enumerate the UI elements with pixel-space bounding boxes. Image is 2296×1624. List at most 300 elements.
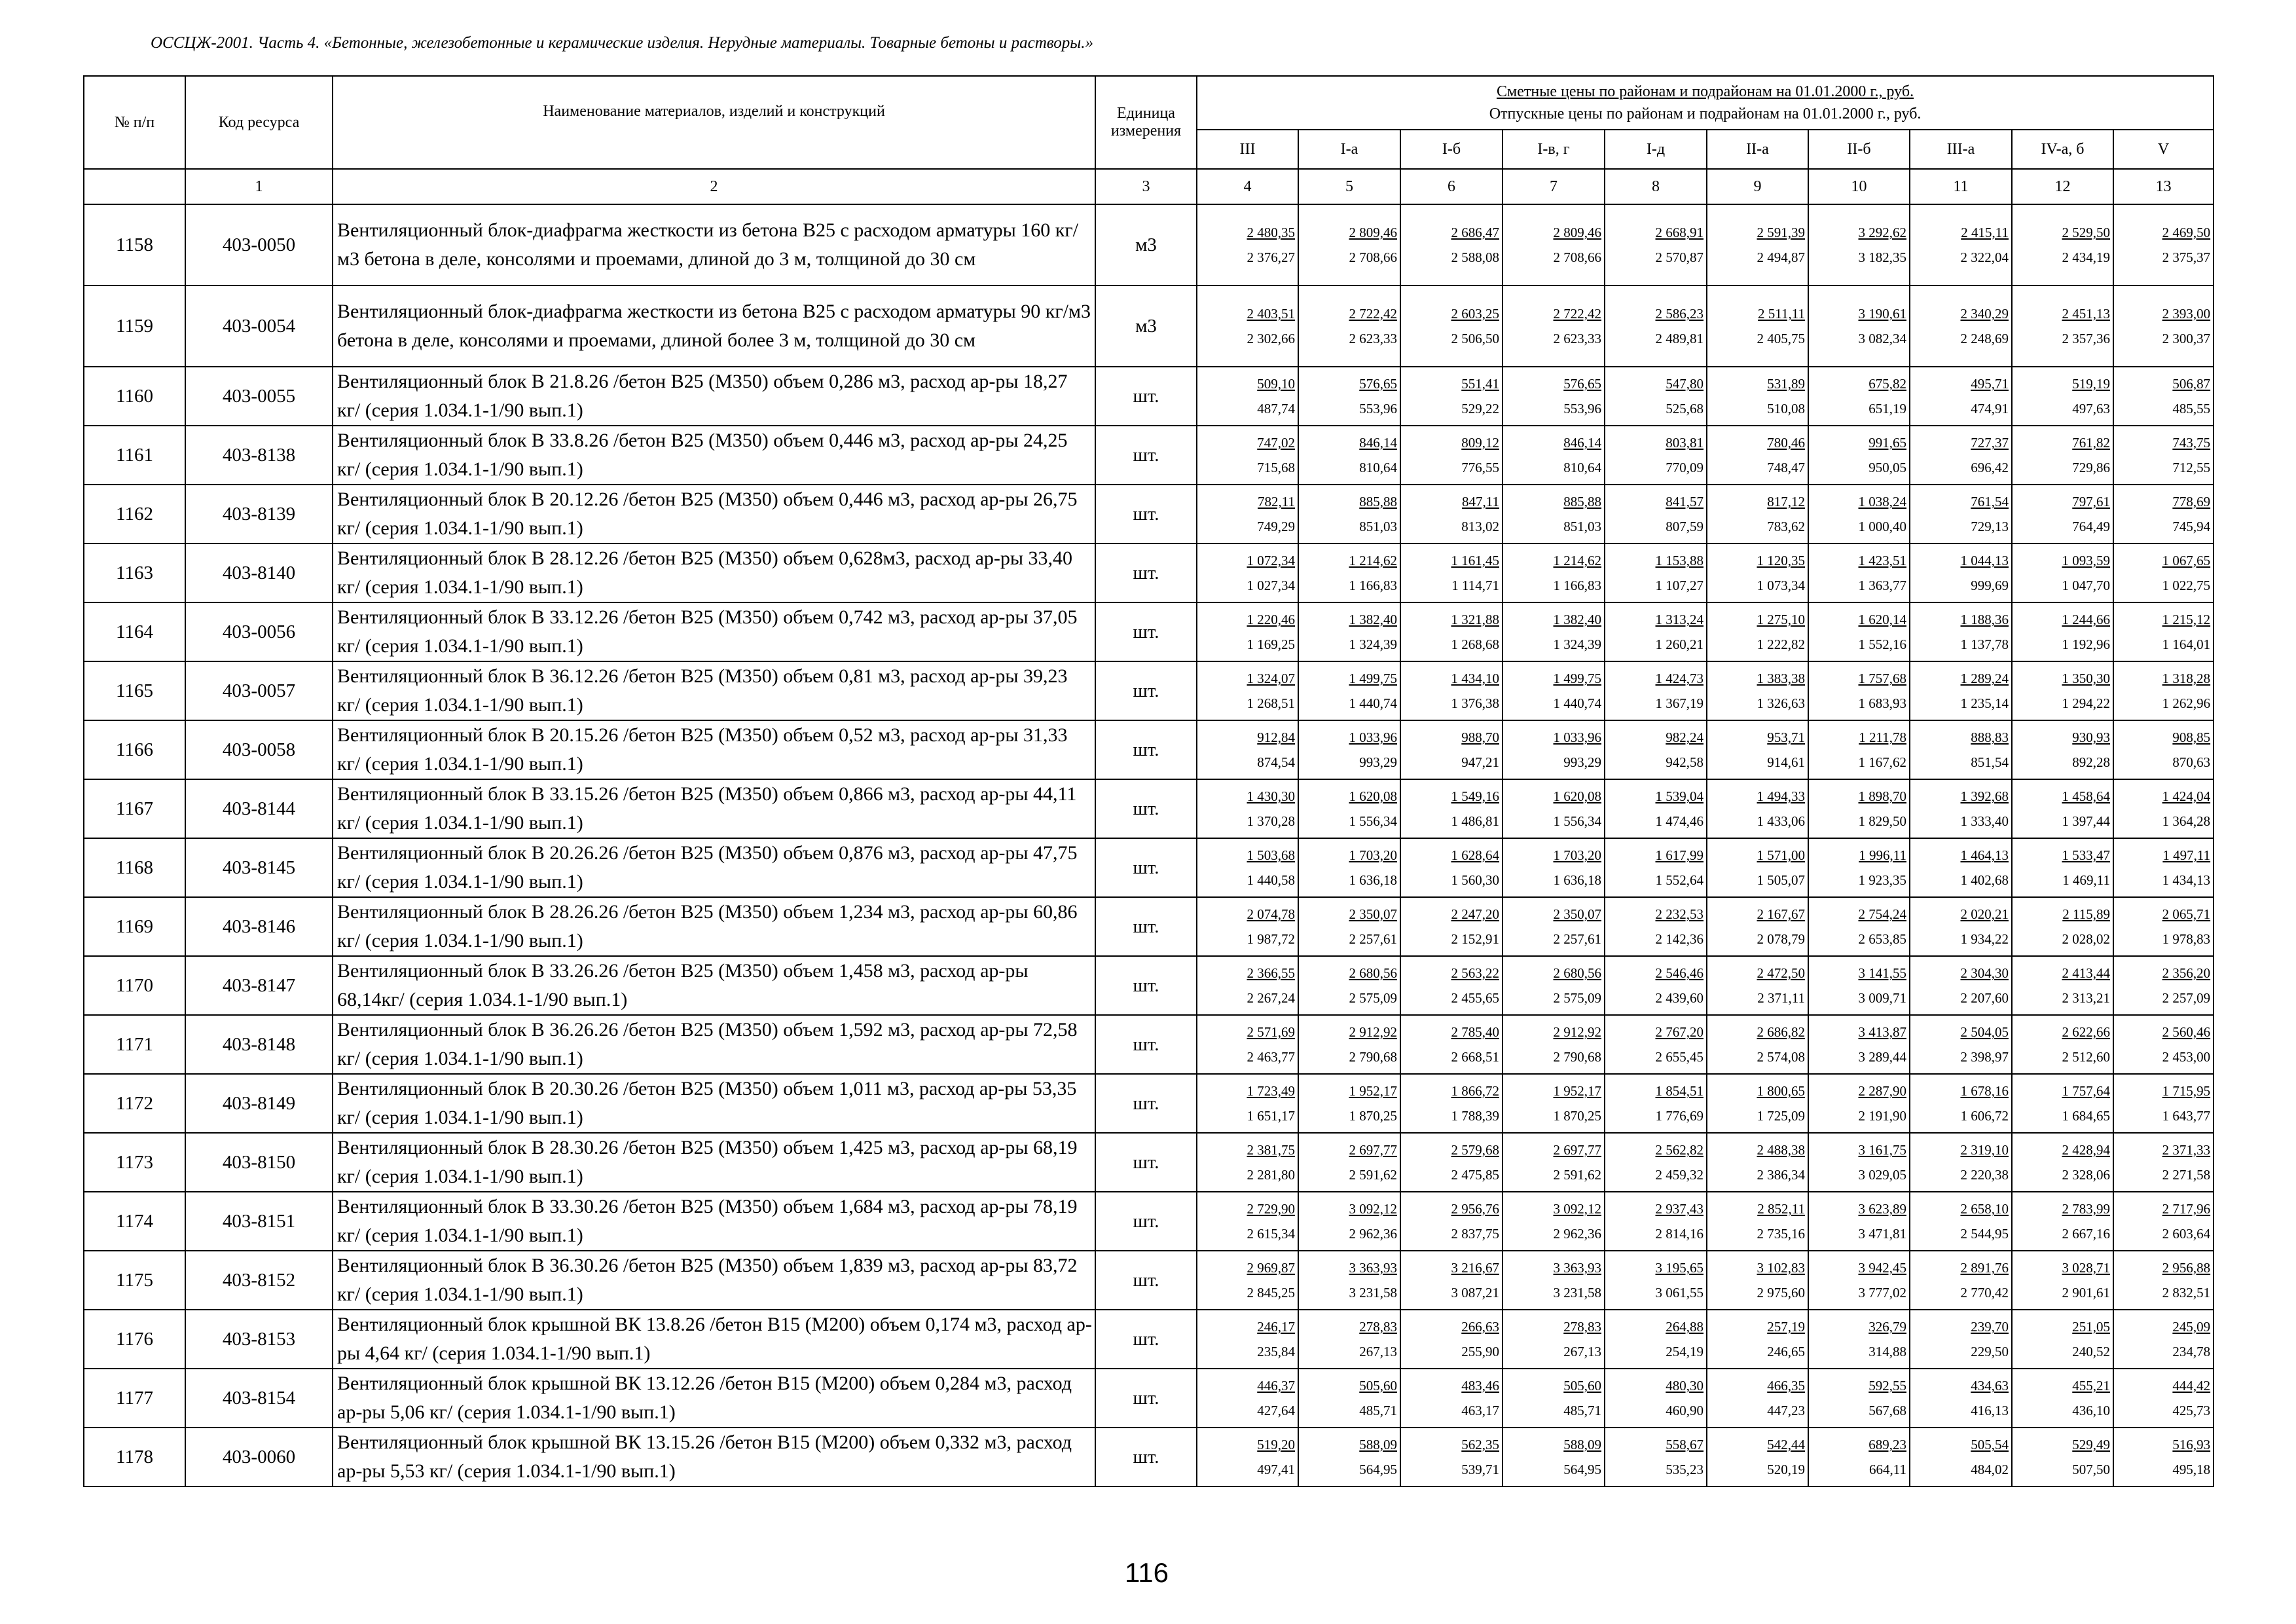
estimate-price: 446,37 [1257, 1378, 1295, 1393]
col-header-prices [1197, 76, 2214, 130]
release-price: 553,96 [1359, 401, 1397, 416]
release-price: 729,13 [1971, 519, 2009, 534]
price-cell [1503, 779, 1605, 838]
unit: м3 [1095, 286, 1197, 367]
price-cell [1503, 897, 1605, 956]
price-header-estimate: Сметные цены по районам и подрайонам на 01.01.2000 г., руб. [1497, 83, 1914, 100]
price-cell [2113, 838, 2214, 897]
col-header-unit: Единица измерения [1095, 76, 1197, 169]
release-price: 1 262,96 [2162, 695, 2211, 711]
table-row [84, 897, 2214, 956]
release-price: 1 829,50 [1858, 813, 1906, 829]
column-number: 10 [1808, 169, 1910, 204]
estimate-price: 2 488,38 [1757, 1142, 1805, 1158]
release-price: 2 591,62 [1349, 1167, 1397, 1183]
estimate-price: 2 247,20 [1451, 906, 1499, 922]
region-header: I-д [1605, 130, 1707, 169]
estimate-price: 809,12 [1461, 435, 1499, 451]
release-price: 1 552,16 [1858, 637, 1906, 652]
release-price: 2 770,42 [1960, 1285, 2009, 1301]
release-price: 463,17 [1461, 1403, 1499, 1418]
release-price: 810,64 [1563, 460, 1601, 475]
price-cell [1910, 1015, 2012, 1074]
material-name: Вентиляционный блок В 20.26.26 /бетон В25 (М350) объем 0,876 м3, расход ар-ры 47,75 кг/ (серия 1.034.1-1/90 вып.1) [333, 838, 1095, 897]
price-cell [1707, 897, 1808, 956]
estimate-price: 519,20 [1257, 1437, 1295, 1452]
price-cell [1605, 1015, 1707, 1074]
price-cell [1503, 1310, 1605, 1369]
release-price: 2 028,02 [2062, 931, 2110, 947]
price-cell [1400, 1428, 1503, 1486]
release-price: 2 790,68 [1553, 1049, 1601, 1065]
release-price: 2 302,66 [1247, 331, 1295, 346]
estimate-price: 2 767,20 [1655, 1024, 1704, 1040]
estimate-price: 1 392,68 [1960, 788, 2009, 804]
release-price: 1 788,39 [1451, 1108, 1499, 1124]
release-price: 2 615,34 [1247, 1226, 1295, 1242]
estimate-price: 1 424,04 [2162, 788, 2211, 804]
estimate-price: 588,09 [1359, 1437, 1397, 1452]
estimate-price: 2 562,82 [1655, 1142, 1704, 1158]
release-price: 764,49 [2072, 519, 2110, 534]
estimate-price: 1 715,95 [2162, 1083, 2211, 1099]
price-cell [2113, 204, 2214, 286]
price-cell [1298, 367, 1400, 426]
estimate-price: 2 115,89 [2062, 906, 2110, 922]
estimate-price: 246,17 [1257, 1319, 1295, 1335]
release-price: 447,23 [1767, 1403, 1805, 1418]
estimate-price: 551,41 [1461, 376, 1499, 392]
estimate-price: 2 504,05 [1960, 1024, 2009, 1040]
release-price: 776,55 [1461, 460, 1499, 475]
price-cell [1910, 661, 2012, 720]
estimate-price: 1 703,20 [1349, 847, 1397, 863]
release-price: 1 367,19 [1655, 695, 1704, 711]
row-number: 1169 [84, 897, 185, 956]
material-name: Вентиляционный блок В 33.12.26 /бетон В25 (М350) объем 0,742 м3, расход ар-ры 37,05 кг/ (серия 1.034.1-1/90 вып.1) [333, 602, 1095, 661]
resource-code: 403-8154 [185, 1369, 333, 1428]
estimate-price: 782,11 [1258, 494, 1295, 509]
price-cell [1808, 602, 1910, 661]
material-name: Вентиляционный блок В 33.30.26 /бетон В25 (М350) объем 1,684 м3, расход ар-ры 78,19 кг/ (серия 1.034.1-1/90 вып.1) [333, 1192, 1095, 1251]
estimate-price: 2 686,47 [1451, 225, 1499, 240]
resource-code: 403-8146 [185, 897, 333, 956]
price-cell [1298, 1192, 1400, 1251]
estimate-price: 1 211,78 [1859, 729, 1906, 745]
price-cell [2012, 661, 2113, 720]
price-cell [1503, 286, 1605, 367]
release-price: 2 357,36 [2062, 331, 2110, 346]
price-cell [1910, 1192, 2012, 1251]
estimate-price: 817,12 [1767, 494, 1805, 509]
release-price: 535,23 [1666, 1462, 1704, 1477]
estimate-price: 953,71 [1767, 729, 1805, 745]
release-price: 1 870,25 [1349, 1108, 1397, 1124]
price-cell [1605, 426, 1707, 485]
estimate-price: 2 511,11 [1758, 306, 1805, 322]
price-cell [2012, 204, 2113, 286]
release-price: 1 440,74 [1349, 695, 1397, 711]
price-cell [1400, 1133, 1503, 1192]
col-header-name: Наименование материалов, изделий и конструкций [333, 76, 1095, 169]
material-name: Вентиляционный блок крышной ВК 13.8.26 /бетон В15 (М200) объем 0,174 м3, расход ар-ры 4,64 кг/ (серия 1.034.1-1/90 вып.1) [333, 1310, 1095, 1369]
release-price: 2 078,79 [1757, 931, 1805, 947]
resource-code: 403-8147 [185, 956, 333, 1015]
estimate-price: 2 680,56 [1349, 965, 1397, 981]
estimate-price: 1 275,10 [1757, 612, 1805, 627]
release-price: 2 142,36 [1655, 931, 1704, 947]
estimate-price: 1 072,34 [1247, 553, 1295, 568]
estimate-price: 2 319,10 [1960, 1142, 2009, 1158]
price-cell [1197, 485, 1298, 544]
estimate-price: 2 579,68 [1451, 1142, 1499, 1158]
release-price: 1 636,18 [1349, 872, 1397, 888]
release-price: 1 370,28 [1247, 813, 1295, 829]
price-cell [1808, 1192, 1910, 1251]
price-cell [1605, 286, 1707, 367]
price-cell [1808, 1133, 1910, 1192]
release-price: 2 975,60 [1757, 1285, 1805, 1301]
estimate-price: 2 415,11 [1961, 225, 2009, 240]
estimate-price: 1 382,40 [1553, 612, 1601, 627]
estimate-price: 780,46 [1767, 435, 1805, 451]
estimate-price: 2 956,76 [1451, 1201, 1499, 1217]
price-cell [2113, 956, 2214, 1015]
release-price: 497,41 [1257, 1462, 1295, 1477]
estimate-price: 1 215,12 [2162, 612, 2211, 627]
price-cell [2012, 485, 2113, 544]
release-price: 1 636,18 [1553, 872, 1601, 888]
region-header: III [1197, 130, 1298, 169]
unit: шт. [1095, 720, 1197, 779]
release-price: 246,65 [1767, 1344, 1805, 1359]
release-price: 2 668,51 [1451, 1049, 1499, 1065]
price-cell [1503, 426, 1605, 485]
estimate-price: 2 591,39 [1757, 225, 1805, 240]
release-price: 2 814,16 [1655, 1226, 1704, 1242]
release-price: 1 260,21 [1655, 637, 1704, 652]
release-price: 553,96 [1563, 401, 1601, 416]
column-number: 5 [1298, 169, 1400, 204]
release-price: 1 167,62 [1858, 754, 1906, 770]
estimate-price: 2 366,55 [1247, 965, 1295, 981]
price-cell [2012, 426, 2113, 485]
release-price: 1 027,34 [1247, 578, 1295, 593]
release-price: 892,28 [2072, 754, 2110, 770]
column-number: 8 [1605, 169, 1707, 204]
release-price: 1 556,34 [1553, 813, 1601, 829]
unit: шт. [1095, 602, 1197, 661]
release-price: 1 987,72 [1247, 931, 1295, 947]
price-cell [1605, 838, 1707, 897]
estimate-price: 1 539,04 [1655, 788, 1704, 804]
price-cell [2012, 1428, 2113, 1486]
release-price: 1 222,82 [1757, 637, 1805, 652]
release-price: 2 313,21 [2062, 990, 2110, 1006]
unit: шт. [1095, 1251, 1197, 1310]
price-cell [1808, 367, 1910, 426]
estimate-price: 2 074,78 [1247, 906, 1295, 922]
estimate-price: 2 622,66 [2062, 1024, 2110, 1040]
price-cell [1197, 1192, 1298, 1251]
release-price: 2 439,60 [1655, 990, 1704, 1006]
price-cell [1400, 1310, 1503, 1369]
price-cell [1707, 367, 1808, 426]
table-body [84, 204, 2214, 1486]
price-cell [1808, 1251, 1910, 1310]
release-price: 851,03 [1359, 519, 1397, 534]
row-number: 1174 [84, 1192, 185, 1251]
estimate-price: 2 729,90 [1247, 1201, 1295, 1217]
estimate-price: 278,83 [1563, 1319, 1601, 1335]
price-cell [1605, 1074, 1707, 1133]
release-price: 1 324,39 [1553, 637, 1601, 652]
price-cell [1910, 1428, 2012, 1486]
price-cell [1298, 1428, 1400, 1486]
estimate-price: 3 363,93 [1553, 1260, 1601, 1276]
release-price: 267,13 [1359, 1344, 1397, 1359]
material-name: Вентиляционный блок-диафрагма жесткости из бетона В25 с расходом арматуры 160 кг/м3 бетона в деле, консолями и проемами, длиной до 3 м, толщиной до 30 см [333, 204, 1095, 286]
estimate-price: 2 350,07 [1349, 906, 1397, 922]
price-cell [1503, 1074, 1605, 1133]
estimate-price: 1 503,68 [1247, 847, 1295, 863]
resource-code: 403-0058 [185, 720, 333, 779]
material-name: Вентиляционный блок В 33.8.26 /бетон В25 (М350) объем 0,446 м3, расход ар-ры 24,25 кг/ (серия 1.034.1-1/90 вып.1) [333, 426, 1095, 485]
estimate-price: 1 324,07 [1247, 671, 1295, 686]
price-cell [2113, 1192, 2214, 1251]
price-cell [2113, 1369, 2214, 1428]
price-cell [1197, 204, 1298, 286]
release-price: 2 459,32 [1655, 1167, 1704, 1183]
price-cell [1707, 779, 1808, 838]
estimate-price: 1 220,46 [1247, 612, 1295, 627]
release-price: 2 475,85 [1451, 1167, 1499, 1183]
estimate-price: 1 093,59 [2062, 553, 2110, 568]
row-number: 1171 [84, 1015, 185, 1074]
estimate-price: 588,09 [1563, 1437, 1601, 1452]
price-cell [1910, 1074, 2012, 1133]
estimate-price: 2 304,30 [1960, 965, 2009, 981]
price-cell [1808, 286, 1910, 367]
estimate-price: 778,69 [2172, 494, 2211, 509]
table-row [84, 1133, 2214, 1192]
release-price: 1 560,30 [1451, 872, 1499, 888]
unit: шт. [1095, 1369, 1197, 1428]
release-price: 712,55 [2172, 460, 2211, 475]
table-row [84, 956, 2214, 1015]
estimate-price: 2 350,07 [1553, 906, 1601, 922]
unit: шт. [1095, 661, 1197, 720]
row-number: 1163 [84, 544, 185, 602]
release-price: 484,02 [1971, 1462, 2009, 1477]
column-number: 12 [2012, 169, 2113, 204]
price-cell [1503, 1251, 1605, 1310]
release-price: 2 434,19 [2062, 249, 2110, 265]
price-cell [1707, 720, 1808, 779]
estimate-price: 1 723,49 [1247, 1083, 1295, 1099]
estimate-price: 1 800,65 [1757, 1083, 1805, 1099]
price-cell [1400, 367, 1503, 426]
estimate-price: 3 292,62 [1858, 225, 1906, 240]
price-cell [1298, 204, 1400, 286]
price-cell [1605, 1369, 1707, 1428]
estimate-price: 1 318,28 [2162, 671, 2211, 686]
price-cell [1400, 544, 1503, 602]
release-price: 914,61 [1767, 754, 1805, 770]
release-price: 2 506,50 [1451, 331, 1499, 346]
price-cell [1197, 367, 1298, 426]
material-name: Вентиляционный блок В 20.30.26 /бетон В25 (М350) объем 1,011 м3, расход ар-ры 53,35 кг/ (серия 1.034.1-1/90 вып.1) [333, 1074, 1095, 1133]
price-cell [1197, 1369, 1298, 1428]
region-header: II-a [1707, 130, 1808, 169]
estimate-price: 3 141,55 [1858, 965, 1906, 981]
price-cell [1605, 1133, 1707, 1192]
price-cell [1298, 485, 1400, 544]
table-row [84, 838, 2214, 897]
price-cell [1400, 838, 1503, 897]
price-cell [2012, 838, 2113, 897]
release-price: 2 207,60 [1960, 990, 2009, 1006]
release-price: 255,90 [1461, 1344, 1499, 1359]
price-cell [1197, 1428, 1298, 1486]
estimate-price: 1 424,73 [1655, 671, 1704, 686]
estimate-price: 2 969,87 [1247, 1260, 1295, 1276]
estimate-price: 2 956,88 [2162, 1260, 2211, 1276]
price-cell [1400, 204, 1503, 286]
price-cell [1400, 426, 1503, 485]
price-cell [1503, 661, 1605, 720]
release-price: 1 433,06 [1757, 813, 1805, 829]
document-header: ОССЦЖ-2001. Часть 4. «Бетонные, железобетонные и керамические изделия. Нерудные материалы. Товарные бетоны и растворы.» [151, 34, 1093, 52]
price-cell [1808, 485, 1910, 544]
estimate-price: 2 472,50 [1757, 965, 1805, 981]
price-cell [1503, 367, 1605, 426]
estimate-price: 2 680,56 [1553, 965, 1601, 981]
unit: шт. [1095, 426, 1197, 485]
release-price: 2 655,45 [1655, 1049, 1704, 1065]
release-price: 2 708,66 [1553, 249, 1601, 265]
price-cell [1197, 779, 1298, 838]
release-price: 2 267,24 [1247, 990, 1295, 1006]
estimate-price: 1 038,24 [1858, 494, 1906, 509]
estimate-price: 1 214,62 [1553, 553, 1601, 568]
material-name: Вентиляционный блок В 21.8.26 /бетон В25 (М350) объем 0,286 м3, расход ар-ры 18,27 кг/ (серия 1.034.1-1/90 вып.1) [333, 367, 1095, 426]
price-cell [1197, 1133, 1298, 1192]
price-cell [1400, 1074, 1503, 1133]
price-cell [2113, 544, 2214, 602]
price-cell [2113, 1015, 2214, 1074]
price-cell [1910, 1310, 2012, 1369]
release-price: 2 376,27 [1247, 249, 1295, 265]
price-cell [1298, 1015, 1400, 1074]
region-header: V [2113, 130, 2214, 169]
estimate-price: 1 214,62 [1349, 553, 1397, 568]
estimate-price: 1 497,11 [2162, 847, 2211, 863]
estimate-price: 531,89 [1767, 376, 1805, 392]
price-cell [1910, 1251, 2012, 1310]
price-cell [1503, 720, 1605, 779]
price-cell [1503, 956, 1605, 1015]
release-price: 1 651,17 [1247, 1108, 1295, 1124]
row-number: 1176 [84, 1310, 185, 1369]
estimate-price: 516,93 [2172, 1437, 2211, 1452]
release-price: 851,03 [1563, 519, 1601, 534]
price-cell [2113, 897, 2214, 956]
price-cell [2113, 426, 2214, 485]
price-cell [1503, 1369, 1605, 1428]
price-cell [1298, 897, 1400, 956]
estimate-price: 2 697,77 [1553, 1142, 1601, 1158]
estimate-price: 2 722,42 [1349, 306, 1397, 322]
unit: шт. [1095, 1310, 1197, 1369]
release-price: 1 552,64 [1655, 872, 1704, 888]
price-cell [1298, 1251, 1400, 1310]
estimate-price: 1 571,00 [1757, 847, 1805, 863]
release-price: 234,78 [2172, 1344, 2211, 1359]
unit: шт. [1095, 956, 1197, 1015]
estimate-price: 506,87 [2172, 376, 2211, 392]
estimate-price: 2 809,46 [1349, 225, 1397, 240]
material-name: Вентиляционный блок В 28.12.26 /бетон В25 (М350) объем 0,628м3, расход ар-ры 33,40 кг/ (серия 1.034.1-1/90 вып.1) [333, 544, 1095, 602]
price-cell [1808, 204, 1910, 286]
price-cell [1707, 661, 1808, 720]
column-number: 9 [1707, 169, 1808, 204]
column-number: 4 [1197, 169, 1298, 204]
price-cell [2012, 1015, 2113, 1074]
price-cell [2113, 485, 2214, 544]
price-cell [1197, 286, 1298, 367]
price-cell [1605, 204, 1707, 286]
release-price: 1 166,83 [1553, 578, 1601, 593]
material-name: Вентиляционный блок В 20.15.26 /бетон В25 (М350) объем 0,52 м3, расход ар-ры 31,33 кг/ (серия 1.034.1-1/90 вып.1) [333, 720, 1095, 779]
release-price: 485,55 [2172, 401, 2211, 416]
estimate-price: 846,14 [1563, 435, 1601, 451]
release-price: 749,29 [1257, 519, 1295, 534]
resource-code: 403-8149 [185, 1074, 333, 1133]
release-price: 1 324,39 [1349, 637, 1397, 652]
price-cell [2113, 1074, 2214, 1133]
release-price: 2 322,04 [1960, 249, 2009, 265]
price-cell [1808, 1015, 1910, 1074]
price-cell [1605, 661, 1707, 720]
estimate-price: 2 546,46 [1655, 965, 1704, 981]
estimate-price: 2 754,24 [1858, 906, 1906, 922]
table-row [84, 286, 2214, 367]
price-cell [1298, 544, 1400, 602]
release-price: 942,58 [1666, 754, 1704, 770]
header-row-top [84, 76, 2214, 130]
price-cell [1910, 1133, 2012, 1192]
estimate-price: 2 912,92 [1553, 1024, 1601, 1040]
release-price: 1 440,74 [1553, 695, 1601, 711]
estimate-price: 847,11 [1462, 494, 1499, 509]
table-row [84, 1192, 2214, 1251]
price-cell [2012, 544, 2113, 602]
price-cell [1298, 838, 1400, 897]
resource-code: 403-8140 [185, 544, 333, 602]
price-cell [1707, 1428, 1808, 1486]
price-cell [2113, 661, 2214, 720]
release-price: 3 231,58 [1553, 1285, 1601, 1301]
estimate-price: 1 321,88 [1451, 612, 1499, 627]
release-price: 993,29 [1359, 754, 1397, 770]
release-price: 2 837,75 [1451, 1226, 1499, 1242]
estimate-price: 1 494,33 [1757, 788, 1805, 804]
release-price: 696,42 [1971, 460, 2009, 475]
material-name: Вентиляционный блок крышной ВК 13.15.26 /бетон В15 (М200) объем 0,332 м3, расход ар-ры 5,53 кг/ (серия 1.034.1-1/90 вып.1) [333, 1428, 1095, 1486]
estimate-price: 761,54 [1971, 494, 2009, 509]
region-header: I-б [1400, 130, 1503, 169]
